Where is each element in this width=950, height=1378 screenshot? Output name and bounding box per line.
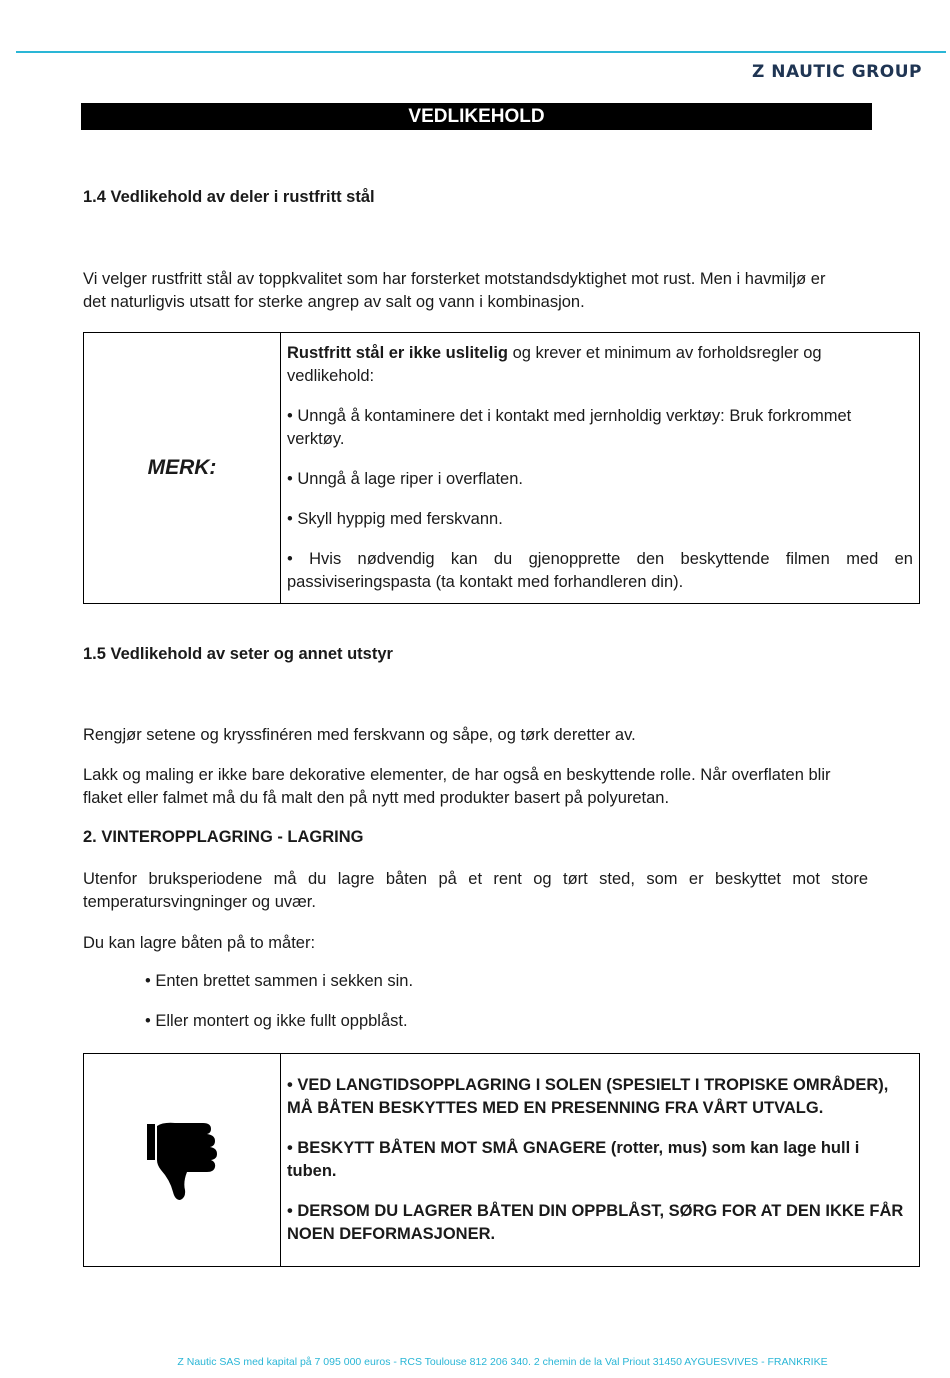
intro-line-2: det naturligvis utsatt for sterke angrep av salt og vann i kombinasjon. bbox=[83, 293, 585, 311]
storage-option: • Eller montert og ikke fullt oppblåst. bbox=[145, 1012, 408, 1030]
note-label: MERK: bbox=[147, 456, 217, 479]
heading-2: 2. VINTEROPPLAGRING - LAGRING bbox=[83, 828, 364, 846]
paint-line-2: flaket eller falmet må du få malt den på nytt med produkter basert på polyuretan. bbox=[83, 789, 670, 807]
note-rest-text: og krever et minimum av forholdsregler og vedlikehold: bbox=[287, 344, 822, 385]
note-intro bbox=[287, 342, 913, 388]
note-label-cell bbox=[84, 333, 281, 604]
note-bullet: • Unngå å lage riper i overflaten. bbox=[287, 470, 523, 488]
note-box bbox=[83, 332, 920, 604]
warning-icon-cell bbox=[84, 1054, 281, 1267]
warning-content-cell bbox=[281, 1054, 920, 1267]
storage-option: • Enten brettet sammen i sekken sin. bbox=[145, 972, 414, 990]
section-banner: VEDLIKEHOLD bbox=[81, 103, 872, 130]
storage-paragraph: Utenfor bruksperiodene må du lagre båten på et rent og tørt sted, som er beskyttet mot store temperatursvingninger og uvær. bbox=[83, 870, 868, 911]
intro-paragraph bbox=[83, 268, 868, 314]
note-bold-text: Rustfritt stål er ikke uslitelig bbox=[287, 344, 508, 362]
note-bullet: • Hvis nødvendig kan du gjenopprette den beskyttende filmen med en passiviseringspasta (ta kontakt med forhandleren din). bbox=[287, 550, 913, 591]
storage-ways-paragraph: Du kan lagre båten på to måter: bbox=[83, 934, 316, 952]
brand-logo-text: Z NAUTIC GROUP bbox=[752, 62, 922, 82]
note-bullet: • Skyll hyppig med ferskvann. bbox=[287, 510, 503, 528]
warning-box bbox=[83, 1053, 920, 1267]
seats-paragraph: Rengjør setene og kryssfinéren med ferskvann og såpe, og tørk deretter av. bbox=[83, 726, 636, 744]
warning-item: • DERSOM DU LAGRER BÅTEN DIN OPPBLÅST, SØRG FOR AT DEN IKKE FÅR NOEN DEFORMASJONER. bbox=[287, 1202, 904, 1243]
note-content-cell bbox=[281, 333, 920, 604]
header-rule bbox=[16, 51, 946, 53]
warning-item: • BESKYTT BÅTEN MOT SMÅ GNAGERE (rotter, mus) som kan lage hull i tuben. bbox=[287, 1139, 860, 1180]
paint-paragraph bbox=[83, 764, 868, 810]
thumbs-down-icon bbox=[143, 1120, 221, 1200]
footer-text: Z Nautic SAS med kapital på 7 095 000 euros - RCS Toulouse 812 206 340. 2 chemin de la Val Priout 31450 AYGUESVIVES - FRANKRIKE bbox=[177, 1356, 828, 1368]
paint-line-1: Lakk og maling er ikke bare dekorative elementer, de har også en beskyttende rolle. Når overflaten blir bbox=[83, 766, 831, 784]
heading-1-5: 1.5 Vedlikehold av seter og annet utstyr bbox=[83, 645, 393, 663]
intro-line-1: Vi velger rustfritt stål av toppkvalitet som har forsterket motstandsdyktighet mot rust. Men i havmiljø er bbox=[83, 270, 826, 288]
heading-1-4: 1.4 Vedlikehold av deler i rustfritt stål bbox=[83, 188, 375, 206]
note-bullet: • Unngå å kontaminere det i kontakt med jernholdig verktøy: Bruk forkrommet verktøy. bbox=[287, 407, 852, 448]
warning-item: • VED LANGTIDSOPPLAGRING I SOLEN (SPESIELT I TROPISKE OMRÅDER), MÅ BÅTEN BESKYTTES MED EN PRESENNING FRA VÅRT UTVALG. bbox=[287, 1076, 889, 1117]
